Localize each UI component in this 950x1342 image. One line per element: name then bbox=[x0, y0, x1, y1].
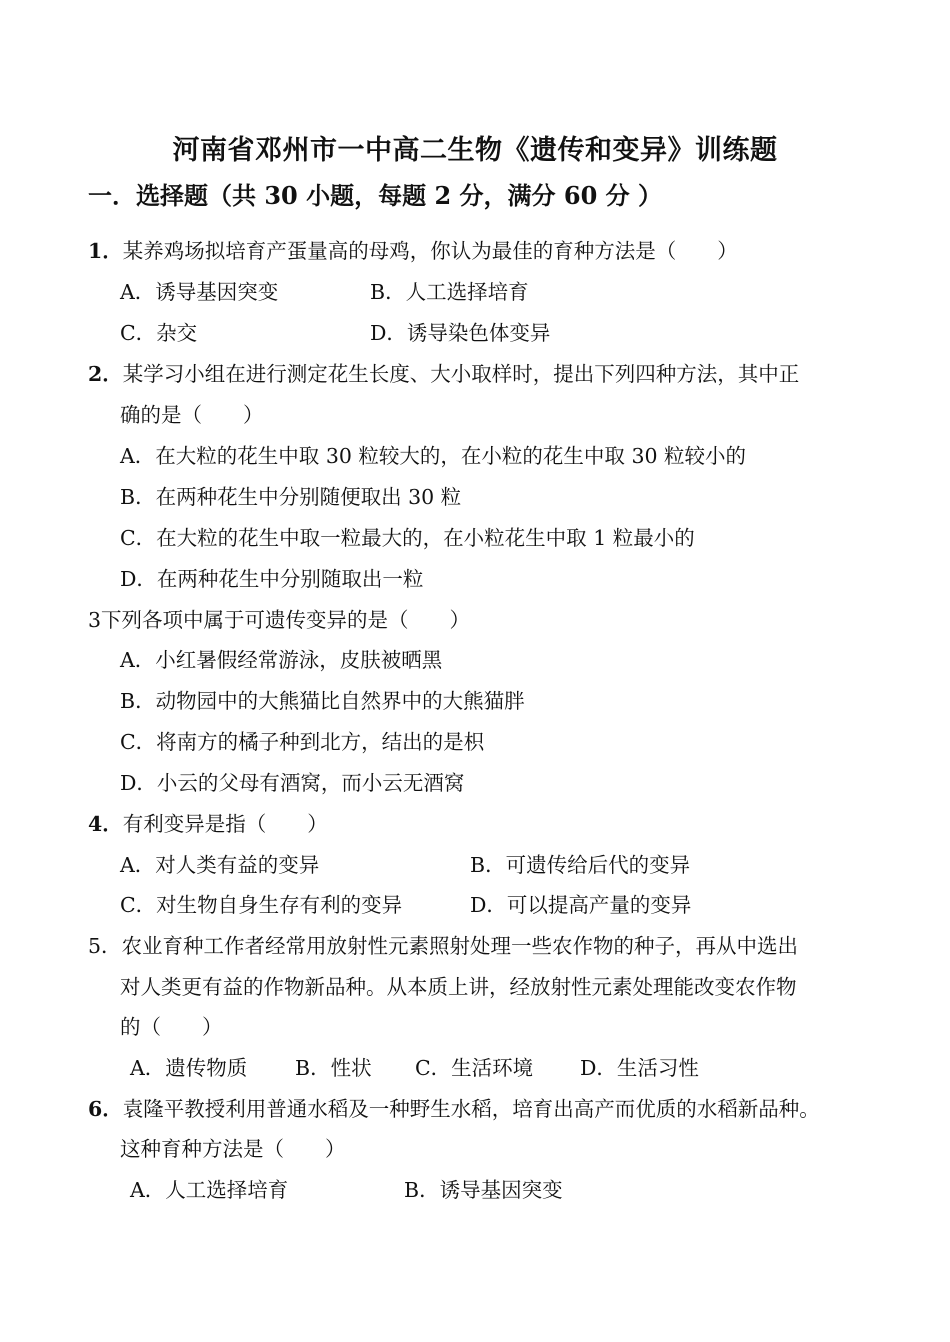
option-a: A．在大粒的花生中取 30 粒较大的，在小粒的花生中取 30 粒较小的 bbox=[120, 444, 747, 468]
question-3-stem bbox=[88, 610, 470, 631]
question-text: 某学习小组在进行测定花生长度、大小取样时，提出下列四种方法，其中正 bbox=[122, 362, 800, 386]
question-number: 4． bbox=[88, 812, 123, 836]
option-c: C．生活环境 bbox=[415, 1056, 534, 1080]
question-text: 某养鸡场拟培育产蛋量高的母鸡，你认为最佳的育种方法是（ ） bbox=[122, 239, 738, 263]
option-c: C．在大粒的花生中取一粒最大的，在小粒花生中取 1 粒最小的 bbox=[120, 526, 695, 550]
question-text: 下列各项中属于可遗传变异的是（ ） bbox=[101, 608, 471, 632]
question-6-stem bbox=[88, 1099, 820, 1120]
question-2-stem bbox=[88, 364, 799, 385]
option-c: C．对生物自身生存有利的变异 bbox=[120, 893, 403, 917]
option-b: B．性状 bbox=[295, 1056, 372, 1080]
question-text: 农业育种工作者经常用放射性元素照射处理一些农作物的种子，再从中选出 bbox=[121, 934, 799, 958]
option-d: D．生活习性 bbox=[580, 1056, 699, 1080]
section-heading: 一．选择题（共 30 小题，每题 2 分，满分 60 分 ） bbox=[88, 181, 662, 210]
option-a: A．人工选择培育 bbox=[130, 1178, 289, 1202]
question-text-continued: 对人类更有益的作物新品种。从本质上讲，经放射性元素处理能改变农作物 bbox=[120, 975, 797, 999]
option-c: C．杂交 bbox=[120, 321, 198, 345]
option-a: A．对人类有益的变异 bbox=[120, 853, 320, 877]
option-b: B．诱导基因突变 bbox=[404, 1178, 563, 1202]
question-text: 袁隆平教授利用普通水稻及一种野生水稻，培育出高产而优质的水稻新品种。 bbox=[122, 1097, 820, 1121]
question-text: 有利变异是指（ ） bbox=[122, 812, 328, 836]
option-a: A．遗传物质 bbox=[130, 1056, 248, 1080]
question-4-stem bbox=[88, 814, 328, 835]
option-d: D．在两种花生中分别随取出一粒 bbox=[120, 567, 424, 591]
question-number: 2． bbox=[88, 362, 123, 386]
question-text-continued: 这种育种方法是（ ） bbox=[120, 1137, 346, 1161]
option-b: B．在两种花生中分别随便取出 30 粒 bbox=[120, 485, 462, 509]
option-a: A．小红暑假经常游泳，皮肤被晒黑 bbox=[120, 648, 443, 672]
option-b: B．动物园中的大熊猫比自然界中的大熊猫胖 bbox=[120, 689, 525, 713]
question-number: 6． bbox=[88, 1097, 123, 1121]
question-number: 3 bbox=[88, 608, 102, 632]
option-d: D．小云的父母有酒窝，而小云无酒窝 bbox=[120, 771, 465, 795]
question-text-continued: 确的是（ ） bbox=[120, 403, 264, 427]
question-1-stem bbox=[88, 241, 738, 262]
question-5-stem bbox=[88, 936, 798, 957]
option-a: A．诱导基因突变 bbox=[120, 280, 279, 304]
option-b: B．可遗传给后代的变异 bbox=[470, 853, 691, 877]
option-b: B．人工选择培育 bbox=[370, 280, 529, 304]
question-number: 1． bbox=[88, 239, 123, 263]
option-c: C．将南方的橘子种到北方，结出的是枳 bbox=[120, 730, 485, 754]
question-number: 5． bbox=[88, 934, 122, 958]
option-d: D．诱导染色体变异 bbox=[370, 321, 551, 345]
option-d: D．可以提高产量的变异 bbox=[470, 893, 692, 917]
question-text-continued: 的（ ） bbox=[120, 1015, 223, 1039]
document-title: 河南省邓州市一中高二生物《遗传和变异》训练题 bbox=[172, 135, 778, 166]
